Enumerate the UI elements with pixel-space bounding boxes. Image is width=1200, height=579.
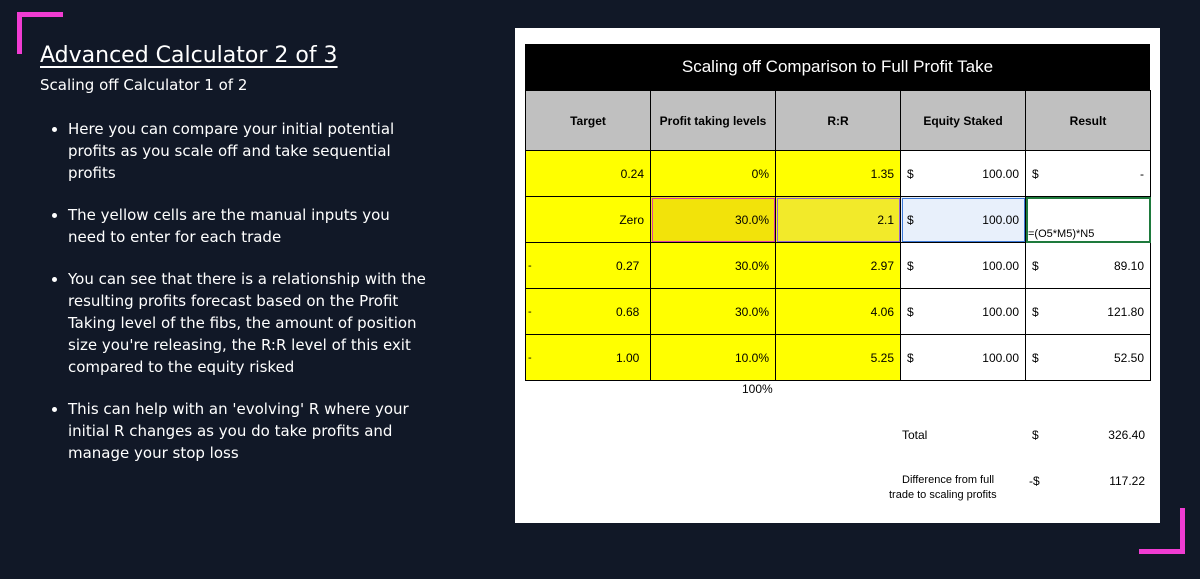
cell-profit-level[interactable]: 30.0% <box>651 289 776 335</box>
cell-target[interactable]: Zero <box>526 197 651 243</box>
levels-total: 100% <box>742 382 773 396</box>
cell-equity[interactable]: $ 100.00 <box>901 335 1026 381</box>
cell-equity[interactable]: $ 100.00 <box>901 197 1026 243</box>
cell-target[interactable]: - 0.27 <box>526 243 651 289</box>
cell-profit-level[interactable]: 30.0% <box>651 243 776 289</box>
table-row <box>526 335 1151 381</box>
header-equity-staked: Equity Staked <box>901 91 1026 151</box>
table-row <box>526 289 1151 335</box>
difference-currency: -$ <box>1029 474 1040 488</box>
table-row <box>526 151 1151 197</box>
sheet-title: Scaling off Comparison to Full Profit Take <box>525 44 1150 90</box>
table-header-row <box>526 91 1151 151</box>
calculator-table <box>525 90 1151 381</box>
cell-equity[interactable]: $ 100.00 <box>901 243 1026 289</box>
cell-equity[interactable]: $ 100.00 <box>901 289 1026 335</box>
difference-label-line-2: trade to scaling profits <box>889 489 997 501</box>
cell-result-formula[interactable] <box>1026 197 1151 243</box>
bullet-item: • The yellow cells are the manual inputs you need to enter for each trade <box>68 204 428 248</box>
cell-rr[interactable]: 1.35 <box>776 151 901 197</box>
cell-rr[interactable]: 5.25 <box>776 335 901 381</box>
cell-profit-level[interactable]: 30.0% <box>651 197 776 243</box>
cell-rr[interactable]: 4.06 <box>776 289 901 335</box>
slide-subtitle: Scaling off Calculator 1 of 2 <box>40 76 248 94</box>
corner-accent-bottom-right-vertical <box>1180 508 1185 554</box>
cell-equity[interactable]: $ 100.00 <box>901 151 1026 197</box>
cell-target[interactable]: - 0.68 <box>526 289 651 335</box>
difference-label-line-1: Difference from full <box>902 474 995 486</box>
cell-profit-level[interactable]: 0% <box>651 151 776 197</box>
formula-text: =(O5*M5)*N5 <box>1028 228 1095 240</box>
table-row <box>526 243 1151 289</box>
bullet-item: • Here you can compare your initial potential profits as you scale off and take sequential profits <box>68 118 428 184</box>
cell-result[interactable]: $ 52.50 <box>1026 335 1151 381</box>
difference-value: 117.22 <box>1109 474 1145 488</box>
corner-accent-top-left-vertical <box>17 12 22 54</box>
bullet-item: • This can help with an 'evolving' R where your initial R changes as you do take profits and manage your stop loss <box>68 398 428 464</box>
cell-target[interactable]: 0.24 <box>526 151 651 197</box>
cell-target[interactable]: - 1.00 <box>526 335 651 381</box>
slide-title: Advanced Calculator 2 of 3 <box>40 42 338 68</box>
cell-rr[interactable]: 2.1 <box>776 197 901 243</box>
table-row <box>526 197 1151 243</box>
cell-profit-level[interactable]: 10.0% <box>651 335 776 381</box>
total-label: Total <box>902 428 928 442</box>
bullet-list <box>40 118 428 484</box>
cell-rr[interactable]: 2.97 <box>776 243 901 289</box>
cell-result[interactable]: $ - <box>1026 151 1151 197</box>
corner-accent-bottom-right-horizontal <box>1139 549 1185 554</box>
total-currency: $ <box>1032 428 1039 442</box>
header-profit-taking-levels: Profit taking levels <box>651 91 776 151</box>
bullet-item: • You can see that there is a relationship with the resulting profits forecast based on the Profit Taking level of the fibs, the amount of position size you're releasing, the R:R level of this exit compared to the equity risked <box>68 268 428 378</box>
cell-result[interactable]: $ 89.10 <box>1026 243 1151 289</box>
header-rr: R:R <box>776 91 901 151</box>
corner-accent-top-left-horizontal <box>17 12 63 17</box>
spreadsheet-screenshot <box>515 28 1160 523</box>
cell-result[interactable]: $ 121.80 <box>1026 289 1151 335</box>
header-target: Target <box>526 91 651 151</box>
header-result: Result <box>1026 91 1151 151</box>
total-value: 326.40 <box>1108 428 1145 442</box>
